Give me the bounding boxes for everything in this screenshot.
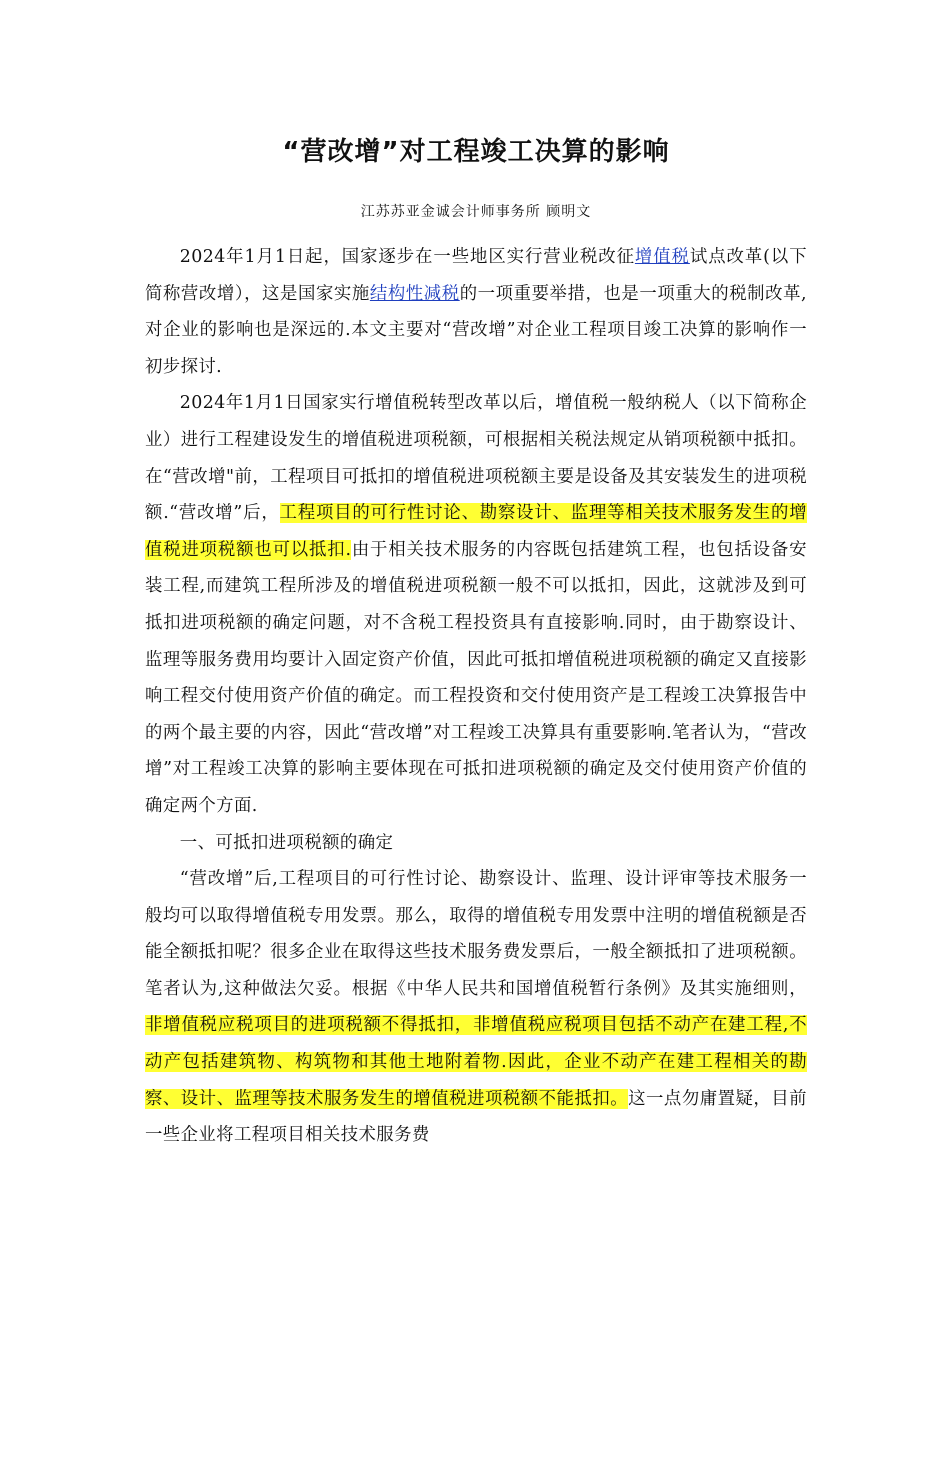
paragraph-2-highlight: 工程项目的可行性讨论、勘察设计、监理等相关技术服务发生的增值税进项税额也可以抵扣. — [145, 503, 807, 560]
section-heading-1: 一、可抵扣进项税额的确定 — [179, 832, 394, 853]
link-structural-tax-cut[interactable]: 结构性减税 — [369, 283, 460, 304]
paragraph-2-text-b: 由于相关技术服务的内容既包括建筑工程，也包括设备安装工程,而建筑工程所涉及的增值税进项税额一般不可以抵扣，因此，这就涉及到可抵扣进项税额的确定问题，对不含税工程投资具有直接影响.同时，由于勘察设计、监理等服务费用均要计入固定资产价值，因此可抵扣增值税进项税额的确定又直接影响工程交付使用资产价值的确定。而工程投资和交付使用资产是工程竣工决算报告中的两个最主要的内容，因此“营改增”对工程竣工决算具有重要影响.笔者认为，“营改增”对工程竣工决算的影响主要体现在可抵扣进项税额的确定及交付使用资产价值的确定两个方面. — [145, 539, 807, 816]
page-title: “营改增”对工程竣工决算的影响 — [282, 137, 670, 167]
paragraph-1-text-c: 的一项重要举措，也是一项重大的税制改革,对企业的影响也是深远的.本文主要对“营改增”对企业工程项目竣工决算的影响作一初步探讨. — [145, 283, 807, 377]
paragraph-2 — [145, 385, 807, 824]
paragraph-3-text-a: “营改增”后,工程项目的可行性讨论、勘察设计、监理、设计评审等技术服务一般均可以取得增值税专用发票。那么，取得的增值税专用发票中注明的增值税额是否能全额抵扣呢？很多企业在取得这些技术服务费发票后，一般全额抵扣了进项税额。笔者认为,这种做法欠妥。根据《中华人民共和国增值税暂行条例》及其实施细则， — [145, 869, 807, 999]
paragraph-3-text-b: 这一点勿庸置疑，目前一些企业将工程项目相关技术服务费 — [145, 1088, 807, 1146]
paragraph-1 — [145, 239, 807, 385]
paragraph-1-text-b: 试点改革(以下简称营改增），这是国家实施 — [145, 247, 807, 304]
paragraph-2-text-a: 2024年1月1日国家实行增值税转型改革以后，增值税一般纳税人（以下简称企业）进行工程建设发生的增值税进项税额，可根据相关税法规定从销项税额中抵扣。在“营改增"前，工程项目可抵扣的增值税进项税额主要是设备及其安装发生的进项税额.“营改增”后， — [145, 393, 807, 524]
document-page — [0, 136, 950, 1480]
paragraph-1-text-a: 2024年1月1日起，国家逐步在一些地区实行营业税改征 — [179, 247, 635, 267]
paragraph-3-highlight: 非增值税应税项目的进项税额不得抵扣，非增值税应税项目包括不动产在建工程,不动产包括建筑物、构筑物和其他土地附着物.因此，企业不动产在建工程相关的勘察、设计、监理等技术服务发生的增值税进项税额不能抵扣。 — [145, 1015, 807, 1109]
author-line: 江苏苏亚金诚会计师事务所 顾明文 — [360, 204, 592, 220]
link-vat[interactable]: 增值税 — [634, 247, 690, 267]
document-body — [145, 239, 807, 1154]
paragraph-3 — [145, 861, 807, 1154]
